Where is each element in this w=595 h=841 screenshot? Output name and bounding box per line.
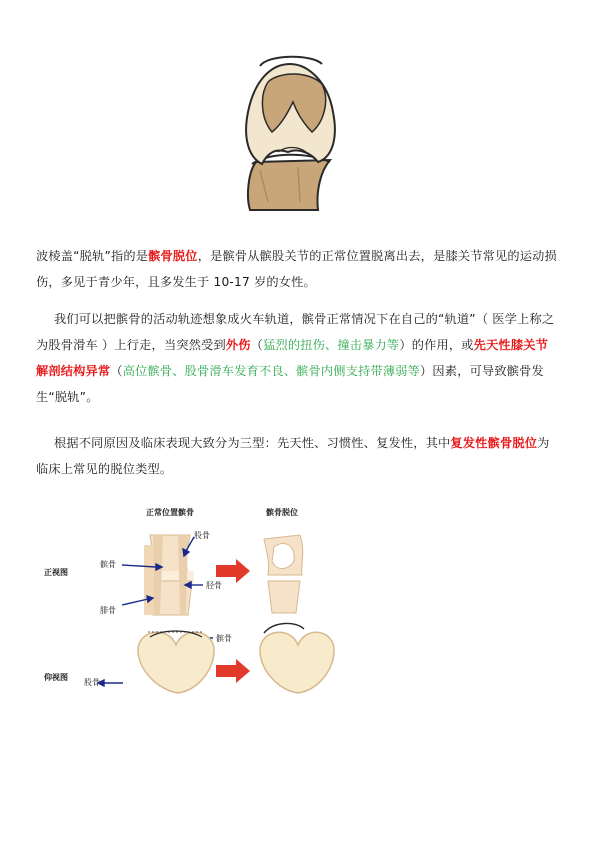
p1-text-c: ，是髌骨从髌股关节的正常位置脱离出去，是膝关节常见的运动损伤，多见于青少年，且多发生于 10-17 岁的女性。 [36,249,557,289]
p2-highlight-congenital: 先天性膝关节解剖结构异常 [36,338,548,378]
p2-trauma-examples: 猛烈的扭伤、撞击暴力等 [263,338,400,352]
normal-front-view [144,535,194,615]
label-fibula: 腓骨 [100,606,116,615]
p2-text-e: ）的作用，或 [399,338,474,352]
dislocated-top-view [260,623,334,693]
p2-highlight-trauma: 外伤 [225,338,251,352]
paragraph-mechanism [36,306,560,410]
label-top-view: 仰视图 [44,673,68,682]
p2-text-g: （ [110,364,123,378]
anatomy-figure [38,505,348,720]
label-femur-top: 股骨 [84,678,100,687]
label-front-view: 正视图 [44,568,68,577]
label-patella: 髌骨 [100,560,116,569]
p2-text-i: ）因素，可导致髌骨发生“脱轨”。 [36,364,544,404]
p3-text-a: 根据不同原因及临床表现大致分为三型：先天性、习惯性、复发性，其中 [54,436,451,450]
p2-text-a: 我们可以把髌骨的活动轨迹想象成火车轨道，髌骨正常情况下在自己的“轨道”（ 医学上称之为股骨滑车 ）上行走，当突然受到 [36,312,555,352]
label-patella-top: 髌骨 [216,634,232,643]
knee-illustration [238,52,358,212]
label-dislocated: 髌骨脱位 [266,508,298,517]
label-normal-position: 正常位置髌骨 [146,508,194,517]
p3-highlight-recurrent: 复发性髌骨脱位 [450,436,538,450]
p3-text-c: 为临床上常见的脱位类型。 [36,436,550,476]
paragraph-classification [36,430,560,482]
p1-text-a: 波棱盖“脱轨”指的是 [36,249,149,263]
normal-top-view [138,631,214,693]
red-arrows [216,559,250,683]
paragraph-definition [36,243,560,295]
p1-highlight-patella-dislocation: 髌骨脱位 [148,249,198,263]
p2-congenital-examples: 高位髌骨、股骨滑车发育不良、髌骨内侧支持带薄弱等 [122,364,421,378]
label-tibia: 胫骨 [206,581,222,590]
p2-text-c: （ [250,338,264,352]
dislocated-front-view [264,535,303,613]
label-femur: 股骨 [194,531,210,540]
